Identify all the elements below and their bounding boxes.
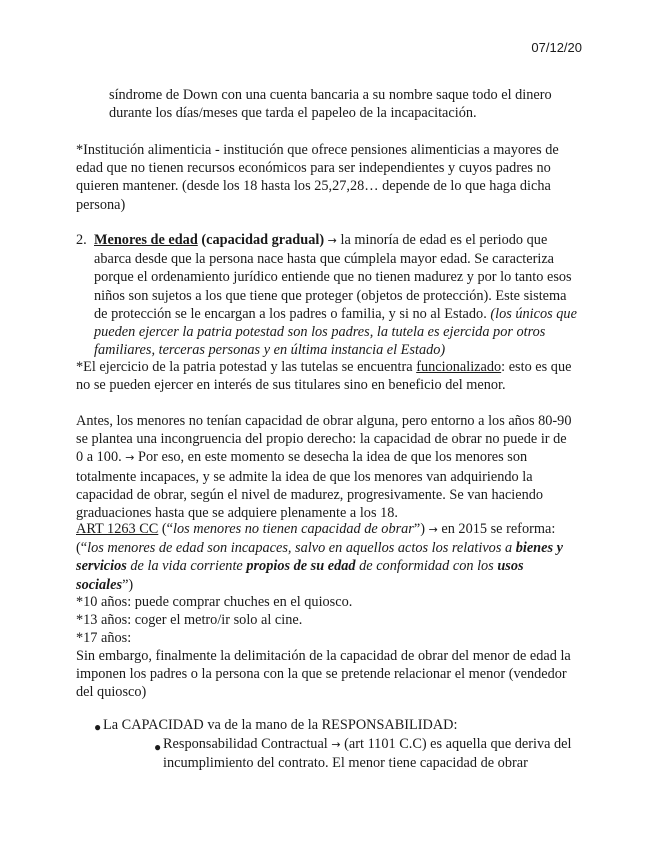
page-date: 07/12/20 [531,40,582,55]
bullet-capacidad: La CAPACIDAD va de la mano de la RESPONSABILIDAD: [103,717,458,733]
item-body: la minoría de edad es el periodo que abarca desde que la persona nace hasta que cúmplela mayor edad. Se caracteriza porque el ordenamiento jurídico entiende que no tienen madurez y por lo tanto esos niños son sujetos a los que tiene que proteger (objetos de protección). Este sistema de protección se le encargan a los padres o familia, y si no al Estado. [94,232,572,322]
age-example-13: *13 años: coger el metro/ir solo al cine. [76,612,303,628]
arrow-icon: → [125,451,135,465]
term-menores-de-edad: Menores de edad [94,232,198,248]
paragraph-funcionalizado: *El ejercicio de la patria potestad y las tutelas se encuentra funcionalizado: esto es que no se pueden ejercer en interés de sus titulares sino en beneficio del menor. [76,359,572,394]
age-example-10: *10 años: puede comprar chuches en el quiosco. [76,594,353,610]
list-item-menores-de-edad [94,231,579,359]
paragraph-intro: síndrome de Down con una cuenta bancaria a su nombre saque todo el dinero durante los días/meses que tarda el papeleo de la incapacitación. [109,87,552,122]
paragraph-art-1263: ART 1263 CC (“los menores no tienen capacidad de obrar”) → en 2015 se reforma: (“los menores de edad son incapaces, salvo en aquellos actos los relativos a bienes y servicios de la vida corriente propios de su edad de conformidad con los usos sociales”) [76,521,563,593]
article-reference: ART 1263 CC [76,521,159,537]
paragraph-institucion-alimenticia: *Institución alimenticia - institución que ofrece pensiones alimenticias a mayores de edad que no tienen recursos económicos para ser independientes y cuyos padres no quieren mantener. (desde los 18 hasta los 25,27,28… depende de lo que haga dicha persona) [76,142,559,213]
arrow-icon: → [327,234,337,247]
age-example-17: *17 años: [76,630,132,646]
term-funcionalizado: funcionalizado [416,359,502,375]
term-capacidad-gradual: (capacidad gradual) [201,232,325,248]
arrow-icon: → [331,738,341,751]
arrow-icon: → [428,523,438,536]
bullet-icon: ● [94,720,102,734]
list-number-2: 2. [76,232,87,248]
bullet-icon: ● [154,740,162,754]
bullet-responsabilidad-contractual: Responsabilidad Contractual → (art 1101 C.C) es aquella que deriva del incumplimiento del contrato. El menor tiene capacidad de obrar [163,736,572,772]
italic-note: (los únicos que pueden ejercer la patria potestad son los padres, la tutela es ejercida por otros familiares, terceras personas y en última instancia el Estado) [94,305,577,359]
paragraph-sin-embargo: Sin embargo, finalmente la delimitación de la capacidad de obrar del menor de edad la imponen los padres o la persona con la que se pretende relacionar el menor (vendedor del quiosco) [76,648,571,701]
paragraph-antes: Antes, los menores no tenían capacidad de obrar alguna, pero entorno a los años 80-90 se plantea una incongruencia del propio derecho: la capacidad de obrar no puede ir de 0 a 100. → Por eso, en este momento se desecha la idea de que los menores son totalmente incapaces, y se admite la idea de que los menores van adquiriendo la capacidad de obrar, según el nivel de madurez, progresivamente. Se van haciendo graduaciones hasta que se adquiere plenamente a los 18. [76,413,572,522]
